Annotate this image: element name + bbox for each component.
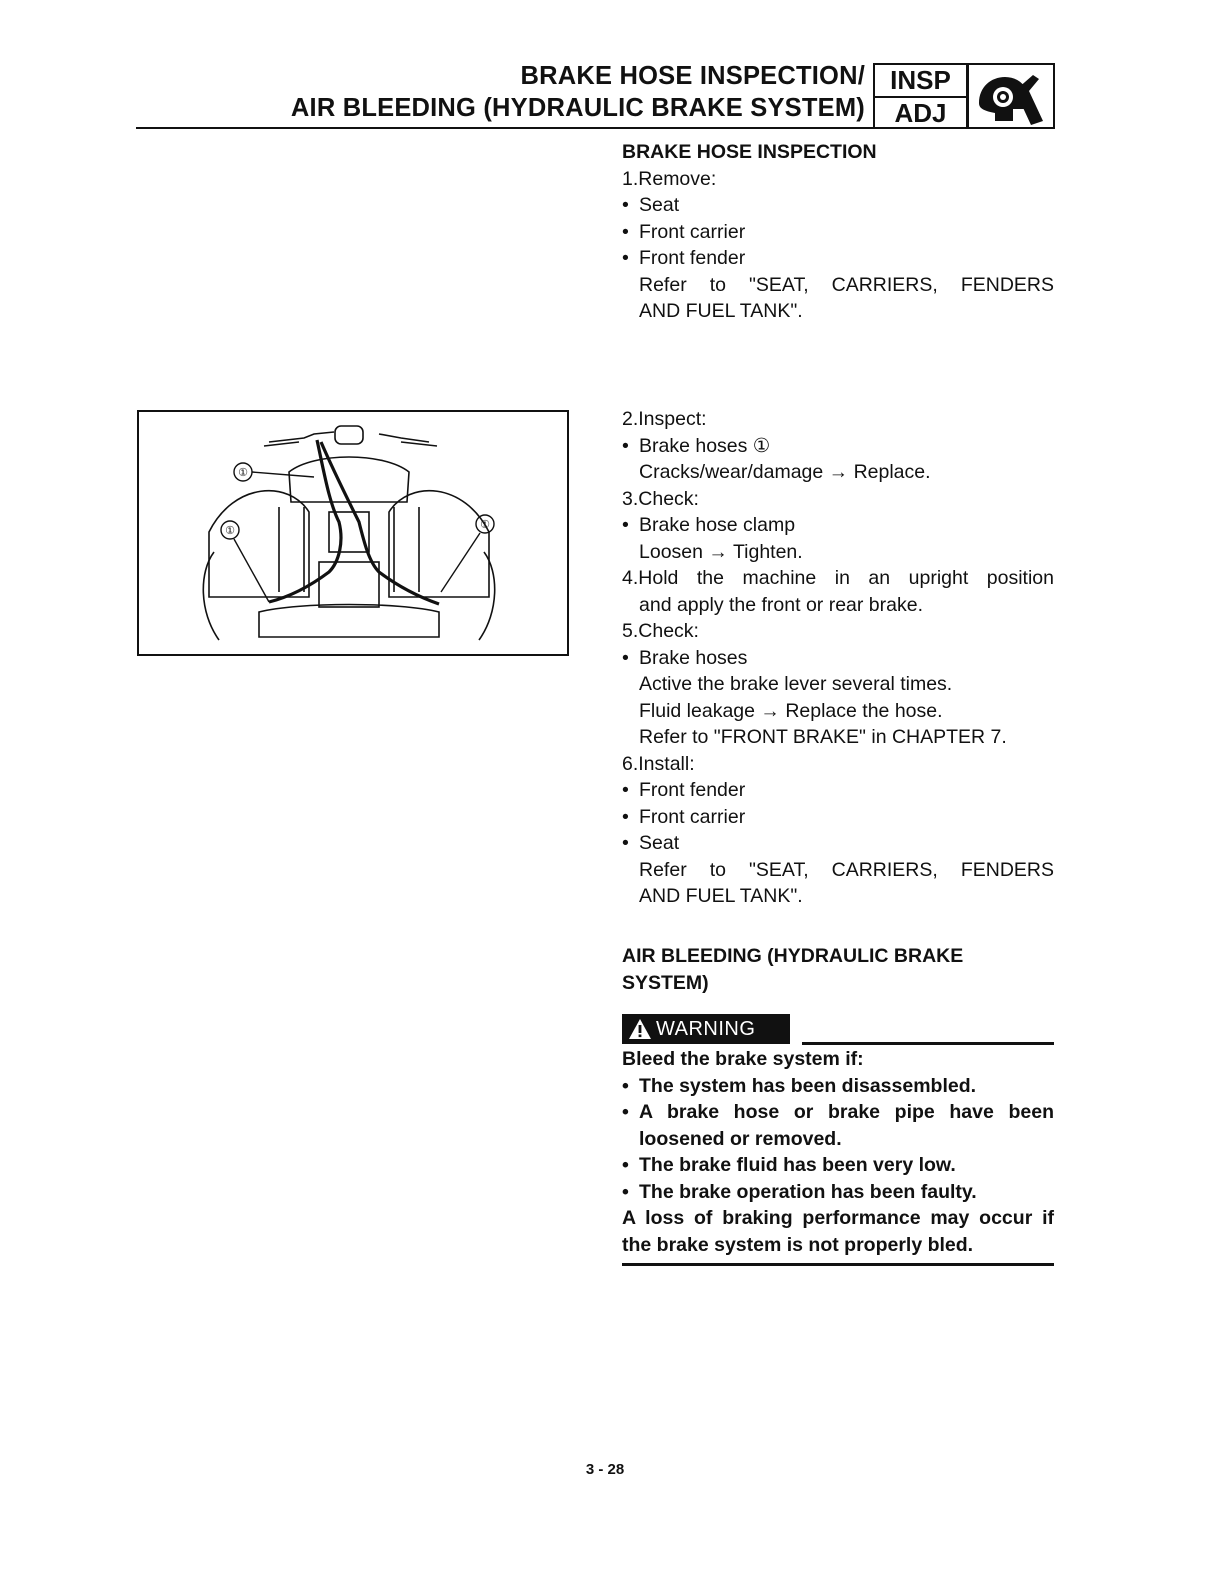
atv-front-illustration xyxy=(137,410,569,656)
step-note: Loosen → Tighten. xyxy=(639,540,803,563)
step-note: Active the brake lever several times. xyxy=(639,673,953,695)
list-item: • Seat xyxy=(622,192,1054,219)
section-heading: AIR BLEEDING (HYDRAULIC BRAKE xyxy=(622,945,964,967)
page-title-line1: BRAKE HOSE INSPECTION/ xyxy=(520,62,865,90)
step-check: 5.Check: xyxy=(622,620,699,642)
callout-1: ① xyxy=(238,467,248,479)
atv-front-brake-hoses-illustration xyxy=(139,412,567,654)
warning-label: WARNING xyxy=(656,1018,756,1040)
step-note: Fluid leakage → Replace the hose. xyxy=(639,699,943,722)
step-hold-cont: and apply the front or rear brake. xyxy=(639,593,923,616)
callout-1: ① xyxy=(480,519,490,531)
step-install: 6.Install: xyxy=(622,752,695,775)
warning-header xyxy=(622,1014,1054,1046)
section-tab xyxy=(873,63,1055,129)
step-note: Refer to "FRONT BRAKE" in CHAPTER 7. xyxy=(639,726,1007,748)
list-item: • Brake hoses xyxy=(622,645,1054,672)
list-item: • Front carrier xyxy=(622,219,1054,246)
section-heading: SYSTEM) xyxy=(622,971,709,994)
list-item: • The system has been disassembled. xyxy=(622,1073,1054,1100)
wrench-gauge-icon xyxy=(973,69,1051,127)
header-rule xyxy=(136,127,873,129)
warning-closing: the brake system is not properly bled. xyxy=(622,1233,974,1256)
list-item: • Front fender xyxy=(622,245,1054,272)
list-item-cont: loosened or removed. xyxy=(639,1127,842,1150)
step-inspect: 2.Inspect: xyxy=(622,408,707,430)
tab-adj-label: ADJ xyxy=(894,98,947,128)
warning-closing: A loss of braking performance may occur if xyxy=(622,1207,1054,1229)
section-air-bleeding xyxy=(622,943,1054,996)
page-title-line2: AIR BLEEDING (HYDRAULIC BRAKE SYSTEM) xyxy=(290,94,865,122)
callout-1: ① xyxy=(225,525,235,537)
list-item: • Brake hose clamp xyxy=(622,512,1054,539)
warning-triangle-icon xyxy=(628,1018,652,1040)
reference-note: Refer to "SEAT, CARRIERS, FENDERS xyxy=(639,273,1054,296)
warning-intro: Bleed the brake system if: xyxy=(622,1048,864,1070)
step-remove: 1.Remove: xyxy=(622,167,717,190)
section-heading: BRAKE HOSE INSPECTION xyxy=(622,141,877,163)
step-check: 3.Check: xyxy=(622,487,699,510)
section-brake-hose-inspection xyxy=(622,139,1054,325)
warning-rule xyxy=(802,1042,1054,1045)
list-item: • Brake hoses ① xyxy=(622,433,1054,460)
tab-divider xyxy=(966,65,969,127)
list-item: • Front carrier xyxy=(622,804,1054,831)
reference-note: AND FUEL TANK". xyxy=(639,300,803,322)
step-hold: 4.Hold the machine in an upright position xyxy=(622,567,1054,589)
warning-body xyxy=(622,1046,1054,1258)
list-item: • A brake hose or brake pipe have been xyxy=(622,1099,1054,1126)
page-number: 3 - 28 xyxy=(585,1461,625,1478)
list-item: • The brake fluid has been very low. xyxy=(622,1152,1054,1179)
warning-bottom-rule xyxy=(622,1263,1054,1266)
list-item: • Front fender xyxy=(622,777,1054,804)
warning-badge xyxy=(622,1014,790,1044)
tab-insp-label: INSP xyxy=(875,65,966,98)
reference-note: AND FUEL TANK". xyxy=(639,885,803,907)
page-title xyxy=(291,60,865,124)
list-item: • Seat xyxy=(622,830,1054,857)
reference-note: Refer to "SEAT, CARRIERS, FENDERS xyxy=(639,858,1054,881)
step-note: Cracks/wear/damage → Replace. xyxy=(639,461,931,483)
section-inspection-steps xyxy=(622,406,1054,910)
list-item: • The brake operation has been faulty. xyxy=(622,1179,1054,1206)
